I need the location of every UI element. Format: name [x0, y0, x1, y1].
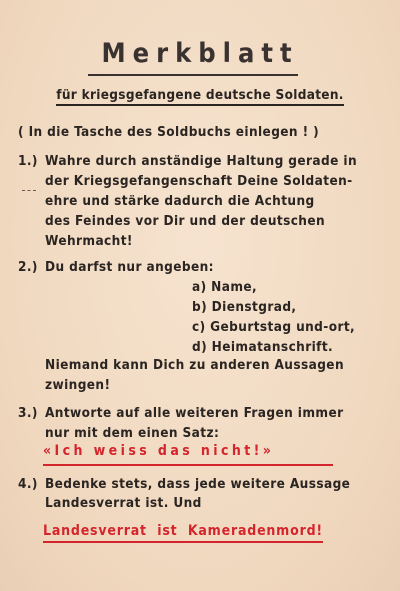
instruction-note: ( In die Tasche des Soldbuchs einlegen ! ) [18, 124, 320, 140]
title-underline [88, 74, 298, 76]
page-title: Merkblatt [101, 38, 299, 69]
point-1-line-5: Wehrmacht! [45, 233, 133, 249]
point-2-outro-line-1: Niemand kann Dich zu anderen Aussagen [45, 357, 344, 373]
point-4-line-1: Bedenke stets, dass jede weitere Aussage [45, 476, 351, 492]
point-2-item-a: a) Name, [192, 279, 258, 295]
red-key-sentence: «Ich weiss das nicht!» [43, 443, 275, 459]
point-1-line-1: Wahre durch anständige Haltung gerade in [45, 153, 357, 169]
point-2-item-c: c) Geburtstag und-ort, [192, 319, 356, 335]
point-4-line-2: Landesverrat ist. Und [45, 495, 202, 511]
point-2-item-d: d) Heimatanschrift. [192, 339, 334, 355]
point-4-number: 4.) [18, 476, 38, 492]
subtitle-text: für kriegsgefangene deutsche Soldaten. [56, 87, 343, 106]
red-final-statement [43, 523, 323, 539]
point-3-line-2: nur mit dem einen Satz: [45, 425, 220, 441]
point-3-number: 3.) [18, 405, 38, 421]
point-1-line-3: ehre und stärke dadurch die Achtung [45, 193, 315, 209]
point-2-outro-line-2: zwingen! [45, 377, 111, 393]
point-1-line-2: der Kriegsgefangenschaft Deine Soldaten- [45, 173, 353, 189]
point-1-line-4: des Feindes vor Dir und der deutschen [45, 213, 326, 229]
point-1-number: 1.) [18, 153, 38, 169]
red-final-text: Landesverrat ist Kameradenmord! [43, 523, 323, 543]
point-3-line-1: Antworte auf alle weiteren Fragen immer [45, 405, 344, 421]
point-2-item-b: b) Dienstgrad, [192, 299, 297, 315]
page-subtitle [0, 87, 400, 103]
pencil-mark [22, 190, 36, 191]
red-sentence-underline [43, 464, 333, 466]
point-2-intro: Du darfst nur angeben: [45, 259, 214, 275]
point-2-number: 2.) [18, 259, 38, 275]
